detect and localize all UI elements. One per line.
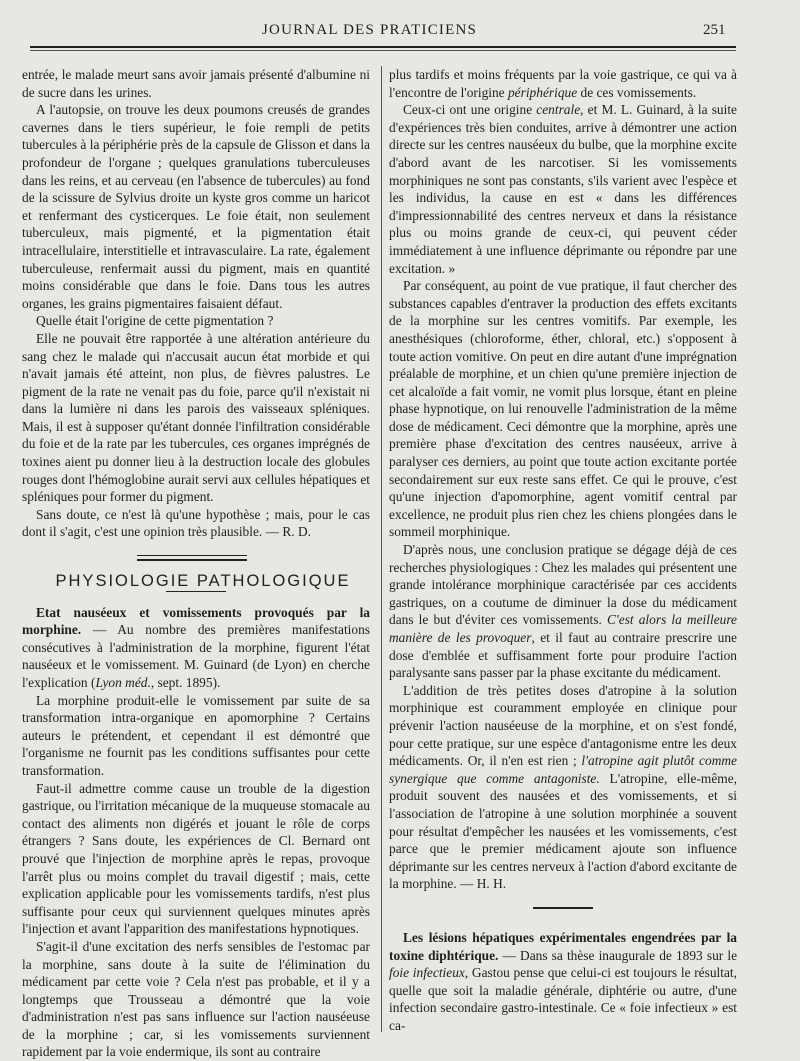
text: L'atropine, elle-même, produit souvent des nausées et des vomissements, et si l'association de l'atropine à une solution morphinée a souvent pour résultat d'empêcher les nausées et les vomissements, c'est parce que le premier médicament ajoute son influence déprimante sur les centres nerveux à l'action d'abord excitante de la morphine. — H. H.: [389, 770, 737, 892]
paragraph: Elle ne pouvait être rapportée à une altération antérieure du sang chez le malade qui n'accusait aucun état morbide et qui n'avait jamais été atteint, non plus, de fièvres palustres. Le pigment de la rate ne venait pas du foie, parce qu'il n'existait ni dans la lumière ni dans les parois des vaisseaux spléniques. Mais, il est à supposer qu'étant donnée l'infiltration considérable du foie et de la rate par les tubercules, ces organes imprégnés de toxines aient pu donner lieu à la destruction locale des globules rouges dont l'hémoglobine aurait servi aux cellules hépatiques et spléniques pour former du pigment.: [22, 330, 370, 505]
text: , et M. L. Guinard, à la suite d'expériences très bien conduites, arrive à démontrer une action directe sur les centres nauséeux du bulbe, que la morphine excite d'abord avant de les narcotiser. Si les vomissements morphiniques ne sont pas constants, s'ils varient avec l'espèce et les individus, la cause en est « dans les différences d'impressionnabilité des centres nerveux et dans la résistance plus ou moins grande de ceux-ci, qui peuvent céder immédiatement à une influence déprimante ou répondre par une excitation. »: [389, 102, 738, 276]
paragraph: [389, 101, 737, 277]
article-text: , sept. 1895).: [150, 675, 221, 690]
paragraph: [389, 682, 737, 893]
article-title: Les lésions hépatiques expérimentales engendrées par la toxine diphtérique.: [389, 929, 737, 963]
paragraph: A l'autopsie, on trouve les deux poumons creusés de grandes cavernes dans le tiers supérieur, le foie rempli de petits tubercules à la périphérie près de la capsule de Glisson et dans la profondeur de l'organe ; quelques granulations tuberculeuses dans les reins, et au cerveau (en l'absence de tubercules) au fond de la scissure de Sylvius droite un kyste gros comme un haricot et renfermant des cysticerques. Le foie était, non seulement tuberculeux, mais pigmenté, et la pigmentation était intracellulaire, interstitielle et intravasculaire. La rate, également tuberculeuse, renfermait aussi du pigment, mais en quantité moins considérable que dans le foie. Dans tous les autres organes, les grains pigmentaires faisaient défaut.: [22, 102, 370, 311]
paragraph: [389, 541, 737, 682]
text: , et il faut au contraire prescrire une dose d'emblée et suffisamment forte pour produire l'action paralysante sans passer par la phase excitante du médicament.: [389, 630, 737, 681]
text: , Gastou pense que celui-ci est toujours le résultat, quelle que soit la maladie générale, diphtérie ou autre, d'une infection secondaire gastro-intestinale. Ce « foie infectieux » est ca-: [389, 965, 737, 1033]
left-column: [22, 66, 370, 1061]
emphasis: C'est alors la meilleure manière de les provoquer: [389, 612, 737, 645]
article-title: Etat nauséeux et vomissements provoqués par la morphine.: [22, 604, 370, 638]
paragraph: Faut-il admettre comme cause un trouble de la digestion gastrique, ou l'irritation mécanique de la muqueuse stomacale au contact des aliments non digérés et jouant le rôle de corps étrangers ? Sans doute, les expériences de Cl. Bernard ont prouvé que l'injection de morphine après le repas, provoque l'arrêt plus ou moins complet du travail digestif ; mais, cette explication applicable pour les vomissements tardifs, n'est plus suffisante pour ceux qui surviennent quelques minutes après l'injection et avant l'apparition des manifestations hypnotiques.: [22, 780, 370, 937]
text: de ces vomissements.: [577, 84, 697, 100]
citation: Lyon méd.: [95, 675, 151, 690]
header-rule-thin: [30, 50, 736, 51]
journal-title: JOURNAL DES PRATICIENS: [262, 22, 478, 38]
text: plus tardifs et moins fréquents par la voie gastrique, ce qui va à l'encontre de l'origine: [389, 67, 737, 100]
column-divider: [381, 66, 382, 1032]
section-title: PHYSIOLOGIE PATHOLOGIQUE: [55, 572, 351, 591]
text: L'addition de très petites doses d'atropine à la solution morphinique est couramment employée en clinique pour prévenir l'action nauséeuse de la morphine, et on s'est fondé, pour cette pratique, sur une espèce d'antagonisme entre les deux médicaments. Or, il n'en est rien ;: [389, 682, 737, 769]
emphasis: l'atropine agit plutôt comme synergique que comme antagoniste.: [389, 753, 737, 786]
section-title-rule: [166, 591, 226, 592]
paragraph: [389, 66, 737, 101]
paragraph: S'agit-il d'une excitation des nerfs sensibles de l'estomac par la morphine, sans doute à la suite de l'élimination du médicament par cette voie ? Cela n'est pas probable, et il y a longtemps que Trousseau a démontré que la voie d'administration n'est pas sans influence sur l'action nauséeuse de la morphine ; car, si les vomissements surviennent rapidement par la voie endermique, ils sont au contraire: [22, 938, 370, 1060]
emphasis: foie infectieux: [389, 965, 465, 981]
running-head: [0, 22, 800, 46]
text: — Dans sa thèse inaugurale de 1893 sur le: [498, 947, 738, 963]
section-separator: [22, 553, 370, 567]
paragraph: Par conséquent, au point de vue pratique, il faut chercher des substances capables d'entraver la production des effets excitants de la morphine sur les centres vomitifs. Par exemple, les anesthésiques (chloroforme, éther, chloral, etc.) s'opposent à toute action vomitive. On peut en dire autant d'une imprégnation préalable de morphine, et un chien qu'une première injection de cet alcaloïde a fait vomir, ne vomit plus lorsque, étant en pleine phase hypnotique, on lui renouvelle l'administration de la même dose de médicament. Ceci démontre que la morphine, après une première phase d'excitation des centres nauséeux, arrive à paralyser ces derniers, au point que toute action excitante portée secondairement sur eux reste sans effet. Ce qui le prouve, c'est qu'une injection d'apomorphine, agent vomitif central par excellence, ne produit plus rien chez les chiens plongées dans le sommeil morphinique.: [389, 278, 737, 540]
header-rule: [30, 46, 736, 48]
paragraph: entrée, le malade meurt sans avoir jamais présenté d'albumine ni de sucre dans les urines.: [22, 67, 370, 100]
article-first-paragraph: [22, 604, 370, 692]
paragraph: La morphine produit-elle le vomissement par suite de sa transformation intra-organique en apomorphine ? Certains auteurs le prétendent, et cependant il est démontré que l'organisme ne fournit pas les conditions suffisantes pour cette transformation.: [22, 692, 370, 778]
text: D'après nous, une conclusion pratique se dégage déjà de ces recherches physiologiques : Chez les malades qui présentent une grande intolérance morphinique caractérisée par ces accidents gastriques, on a coutume de diminuer la dose du médicament dans le but d'éviter ces vomissements.: [389, 542, 737, 628]
article-first-paragraph: [389, 929, 737, 1035]
article-separator: [533, 907, 593, 909]
emphasis: centrale: [536, 102, 581, 118]
page-number: 251: [703, 22, 726, 38]
text: Ceux-ci ont une origine: [403, 102, 537, 118]
paragraph: Sans doute, ce n'est là qu'une hypothèse ; mais, pour le cas dont il s'agit, c'est une opinion très plausible. — R. D.: [22, 506, 370, 540]
right-column: [389, 66, 737, 1034]
article-text: — Au nombre des premières manifestations consécutives à l'administration de la morphine, figurent l'état nauséeux et le vomissement. M. Guinard (de Lyon) en cherche l'explication (: [22, 622, 370, 690]
emphasis: périphérique: [507, 84, 578, 100]
paragraph: Quelle était l'origine de cette pigmentation ?: [36, 313, 274, 329]
